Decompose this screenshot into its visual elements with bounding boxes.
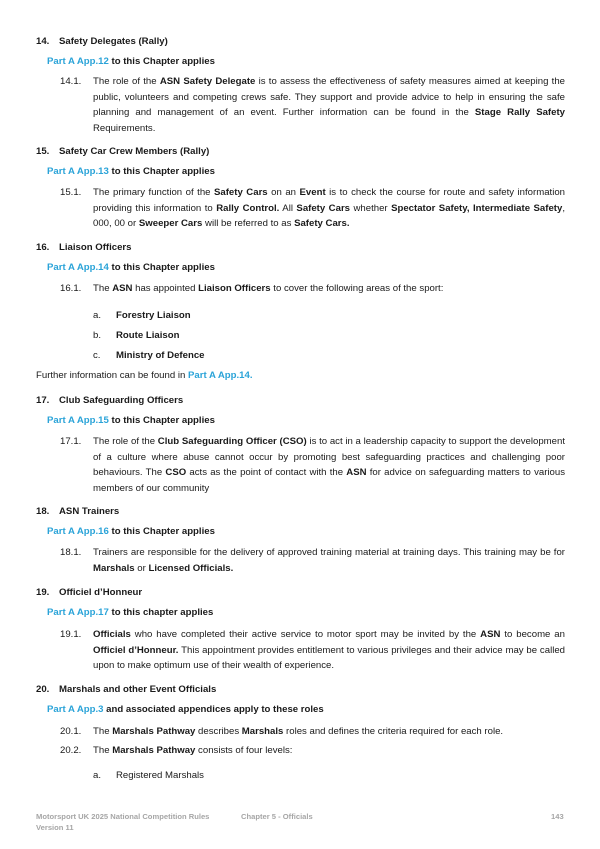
section-20-heading: 20. Marshals and other Event Officials	[36, 684, 217, 695]
footer-version: Version 11	[36, 823, 74, 832]
further-info: Further information can be found in Part A App.14.	[36, 370, 253, 381]
appendix-link[interactable]: Part A App.12	[47, 56, 109, 67]
clause-14-1: 14.1. The role of the ASN Safety Delegate is to assess the effectiveness of safety measures aimed at keeping the public, volunteers and competing crews safe. They support and provide advice to help in ensuring the safe planning and management of an event. Further information can be found in the Stage Rally Safety Requirements.	[60, 76, 566, 134]
footer-document-title: Motorsport UK 2025 National Competition Rules	[36, 812, 210, 821]
clause-15-1: 15.1. The primary function of the Safety Cars on an Event is to check the course for route and safety information providing this information to Rally Control. All Safety Cars whether Spectator Safety, Intermediate Safety, 000, 00 or Sweeper Cars will be referred to as Safety Cars.	[60, 187, 565, 229]
section-19-applies: Part A App.17 to this chapter applies	[47, 607, 214, 618]
appendix-link[interactable]: Part A App.14	[47, 262, 109, 273]
clause-20-1: 20.1. The Marshals Pathway describes Marshals roles and defines the criteria required for each role.	[60, 726, 504, 737]
appendix-link[interactable]: Part A App.15	[47, 415, 109, 426]
clause-19-1: 19.1. Officials who have completed their active service to motor sport may be invited by the ASN to become an Officiel d’Honneur. This appointment provides entitlement to various privileges and their advice may be called upon to make optimum use of their wealth of experience.	[60, 629, 566, 671]
clause-16-1: 16.1. The ASN has appointed Liaison Officers to cover the following areas of the sport:	[60, 283, 444, 294]
list-item: a. Registered Marshals	[93, 770, 204, 781]
section-15-heading: 15. Safety Car Crew Members (Rally)	[36, 146, 210, 157]
appendix-link[interactable]: Part A App.16	[47, 526, 109, 537]
section-14-heading: 14. Safety Delegates (Rally)	[36, 36, 168, 47]
section-15-applies: Part A App.13 to this Chapter applies	[47, 166, 215, 177]
section-14-applies: Part A App.12 to this Chapter applies	[47, 56, 215, 67]
clause-17-1: 17.1. The role of the Club Safeguarding Officer (CSO) is to act in a leadership capacity to support the development of a culture where abuse cannot occur by promoting best safeguarding practices and challenging poor behaviours. The CSO acts as the point of contact with the ASN for advice on safeguarding matters to various members of our community	[60, 436, 566, 494]
section-19-heading: 19. Officiel d’Honneur	[36, 587, 143, 598]
section-16-heading: 16. Liaison Officers	[36, 242, 132, 253]
section-17-applies: Part A App.15 to this Chapter applies	[47, 415, 215, 426]
section-18-heading: 18. ASN Trainers	[36, 506, 120, 517]
clause-20-2: 20.2. The Marshals Pathway consists of four levels:	[60, 745, 293, 756]
appendix-link[interactable]: Part A App.14.	[188, 370, 253, 381]
section-18-applies: Part A App.16 to this Chapter applies	[47, 526, 215, 537]
appendix-link[interactable]: Part A App.3	[47, 704, 104, 715]
list-item: c. Ministry of Defence	[93, 350, 205, 361]
appendix-link[interactable]: Part A App.17	[47, 607, 109, 618]
section-16-applies: Part A App.14 to this Chapter applies	[47, 262, 215, 273]
section-17-heading: 17. Club Safeguarding Officers	[36, 395, 184, 406]
list-item: a. Forestry Liaison	[93, 310, 191, 321]
list-item: b. Route Liaison	[93, 330, 180, 341]
clause-18-1: 18.1. Trainers are responsible for the delivery of approved training material at training days. This training may be for Marshals or Licensed Officials.	[60, 547, 565, 574]
footer-chapter: Chapter 5 - Officials	[241, 812, 313, 821]
appendix-link[interactable]: Part A App.13	[47, 166, 109, 177]
page-number: 143	[551, 812, 564, 821]
section-20-applies: Part A App.3 and associated appendices apply to these roles	[47, 704, 324, 715]
